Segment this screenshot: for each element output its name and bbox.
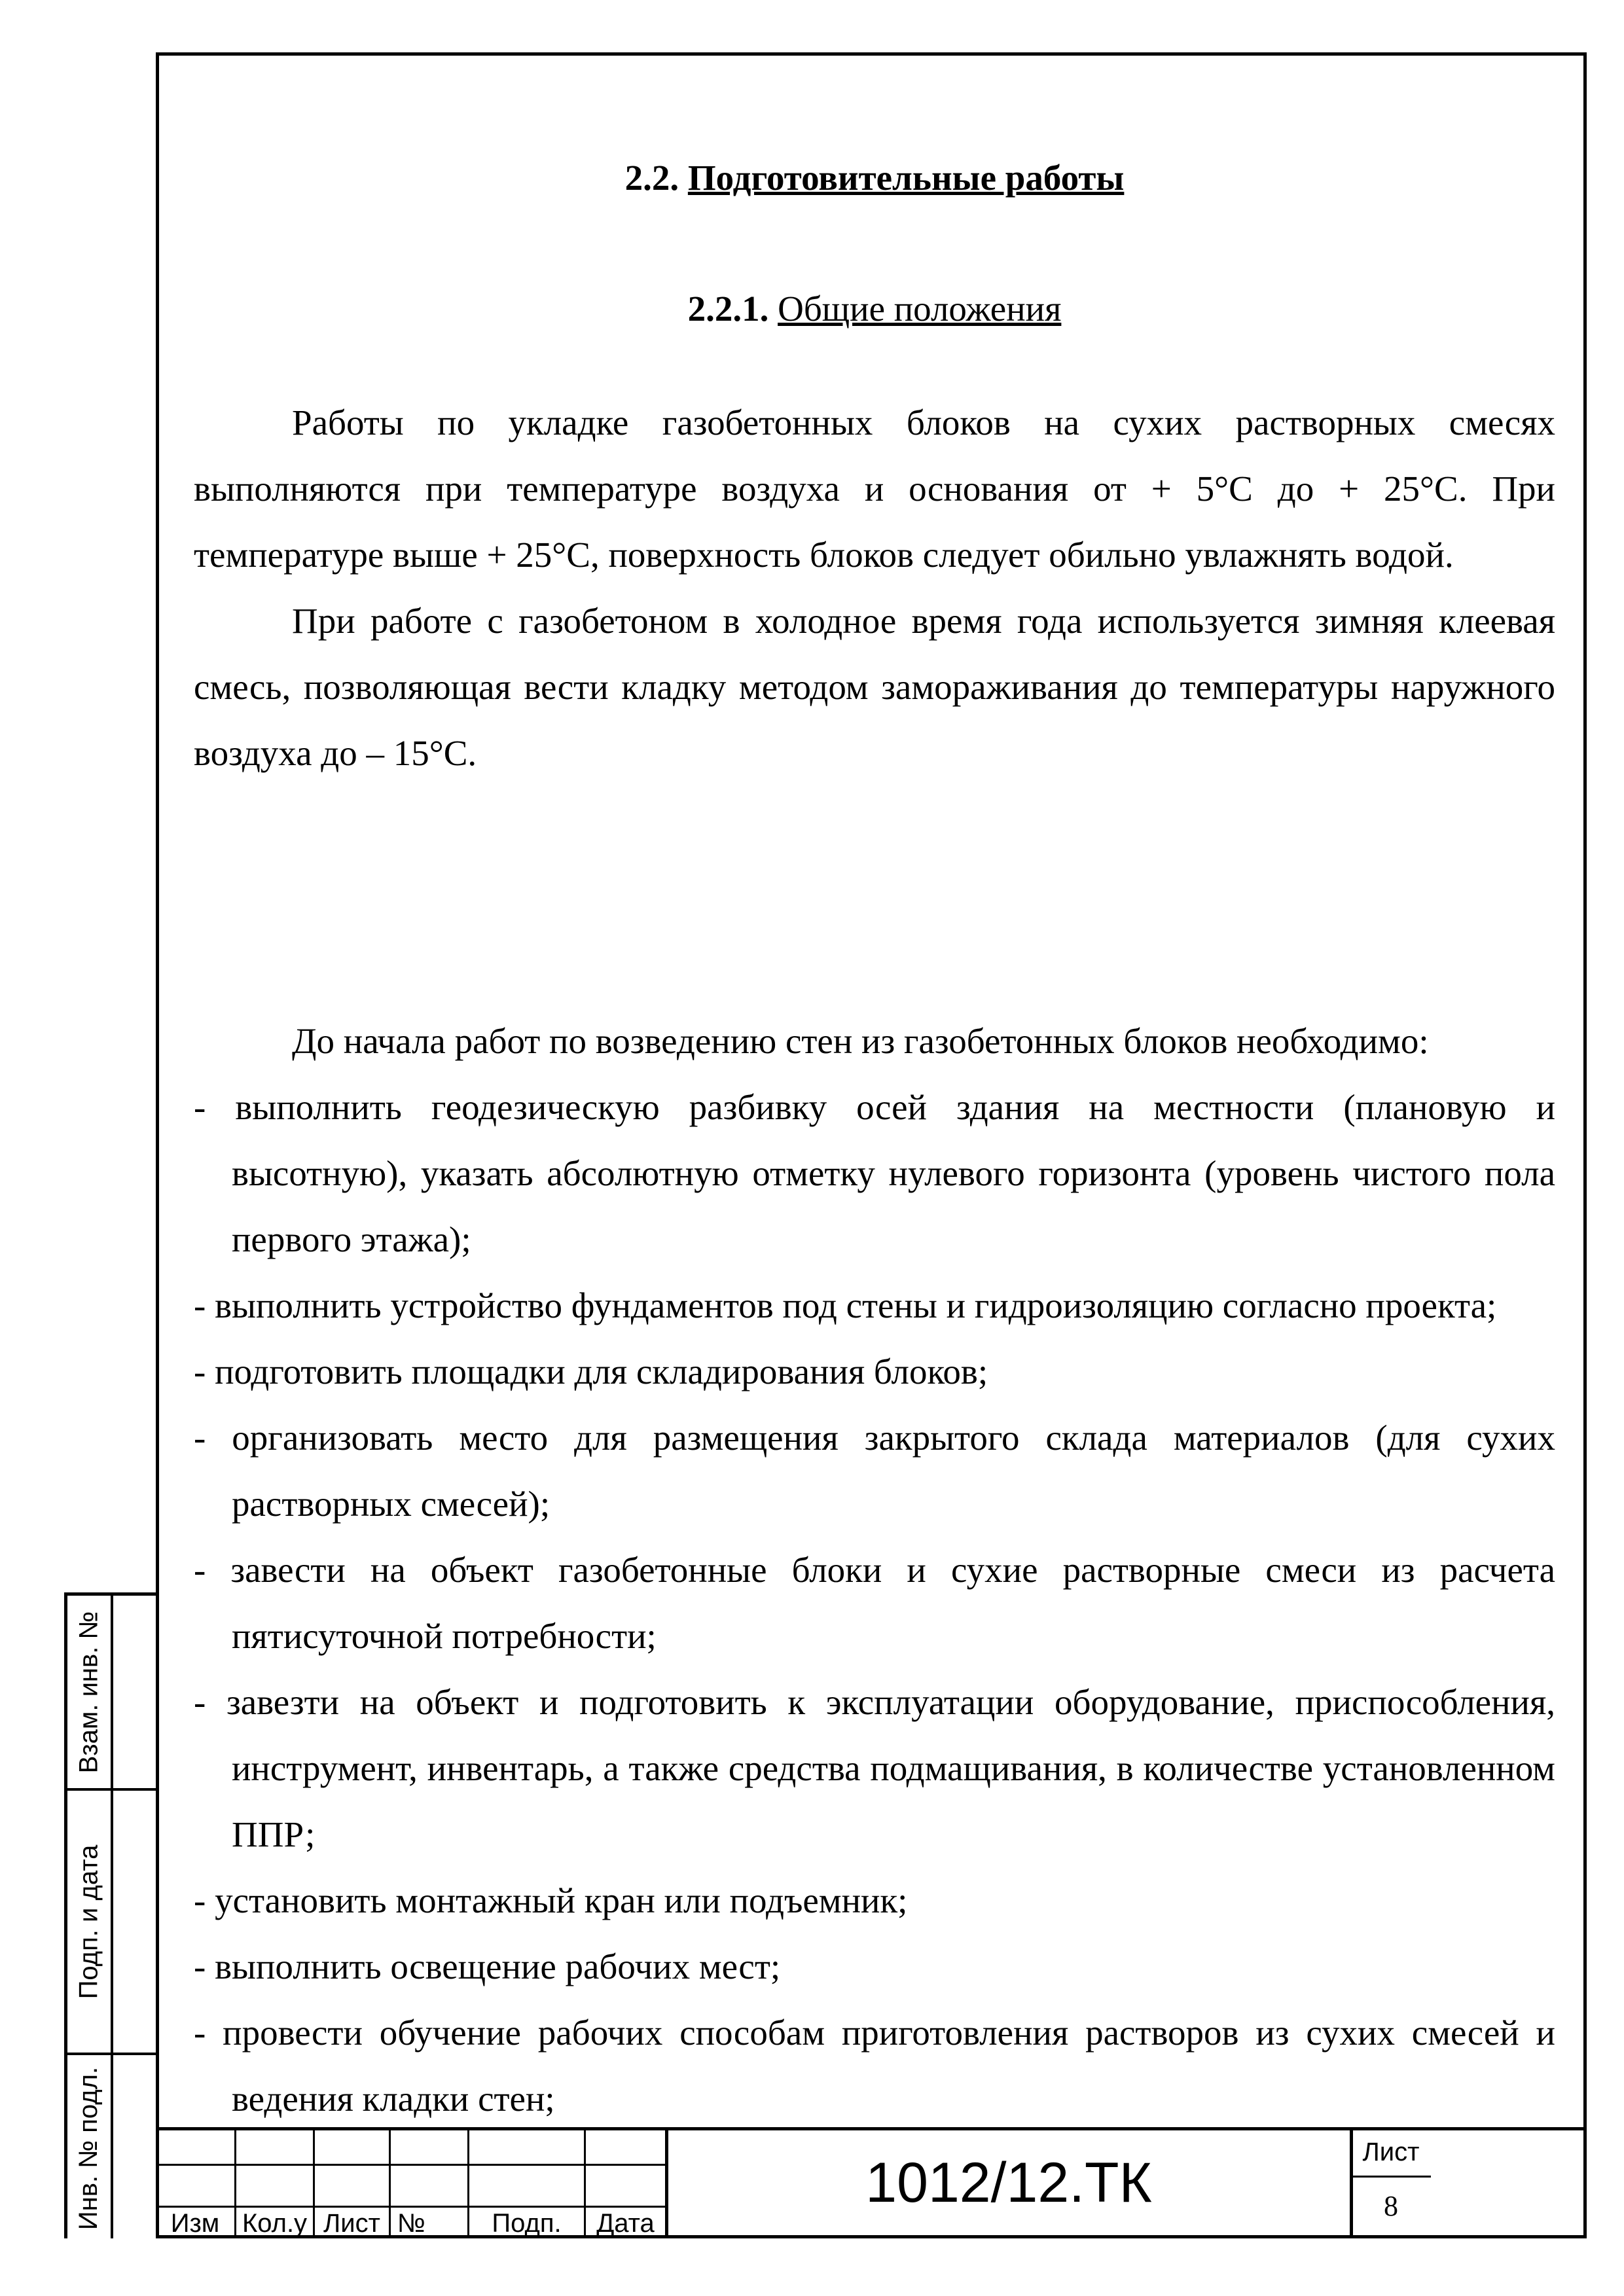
col-podp: Подп.	[492, 2209, 562, 2238]
section-title: Подготовительные работы	[687, 158, 1125, 198]
subsection-heading	[194, 288, 1555, 329]
title-block	[156, 2127, 1587, 2238]
tb-line	[1351, 2176, 1431, 2178]
signature-date-label: Подп. и дата	[74, 1844, 103, 1999]
paragraph: Работы по укладке газобетонных блоков на сухих растворных смесях выполняются при температуре воздуха и основания от + 5°С до + 25°С. При температуре выше + 25°С, поверхность блоков следует обильно увлажнять водой.	[194, 403, 1555, 575]
section-number: 2.2.	[624, 158, 679, 198]
list-item: - выполнить освещение рабочих мест;	[194, 1946, 781, 1986]
col-date: Дата	[596, 2209, 655, 2238]
col-list: Лист	[323, 2209, 380, 2238]
col-kolu: Кол.у	[242, 2209, 308, 2238]
inv-podl-label: Инв. № подл.	[74, 2066, 103, 2231]
tb-line	[156, 2164, 666, 2166]
tb-line	[156, 2206, 666, 2208]
list-item: - завести на объект газобетонные блоки и сухие растворные смеси из расчета пятисуточной потребности;	[194, 1550, 1555, 1656]
list-item: - выполнить геодезическую разбивку осей здания на местности (плановую и высотную), указать абсолютную отметку нулевого горизонта (уровень чистого пола первого этажа);	[194, 1087, 1555, 1259]
section-heading	[194, 157, 1555, 198]
list-item: - установить монтажный кран или подъемник;	[194, 1880, 908, 1920]
strip-divider	[111, 1596, 113, 2238]
list-item: - завезти на объект и подготовить к эксплуатации оборудование, приспособления, инструмент, инвентарь, а также средства подмащивания, в количестве установленном ППР;	[194, 1682, 1555, 1854]
list-item: - провести обучение рабочих способам приготовления растворов из сухих смесей и ведения кладки стен;	[194, 2013, 1555, 2119]
col-number: №	[397, 2209, 425, 2238]
subsection-title: Общие положения	[778, 289, 1062, 329]
list-intro: До начала работ по возведению стен из газобетонных блоков необходимо:	[292, 1021, 1429, 1061]
subsection-number: 2.2.1.	[687, 289, 769, 329]
document-code: 1012/12.ТК	[865, 2151, 1152, 2214]
preparation-list	[194, 1074, 1555, 2132]
col-izm: Изм	[170, 2209, 220, 2238]
sheet-number: 8	[1384, 2190, 1398, 2222]
list-item: - подготовить площадки для складирования блоков;	[194, 1352, 988, 1391]
list-item: - выполнить устройство фундаментов под стены и гидроизоляцию согласно проекта;	[194, 1285, 1497, 1325]
list-item: - организовать место для размещения закрытого склада материалов (для сухих растворных смесей);	[194, 1418, 1555, 1524]
sheet-label: Лист	[1362, 2138, 1420, 2166]
binding-strip	[64, 1592, 156, 2238]
paragraph: При работе с газобетоном в холодное время года используется зимняя клеевая смесь, позволяющая вести кладку методом замораживания до температуры наружного воздуха до – 15°С.	[194, 601, 1555, 773]
vzam-inv-label: Взам. инв. №	[74, 1611, 103, 1773]
